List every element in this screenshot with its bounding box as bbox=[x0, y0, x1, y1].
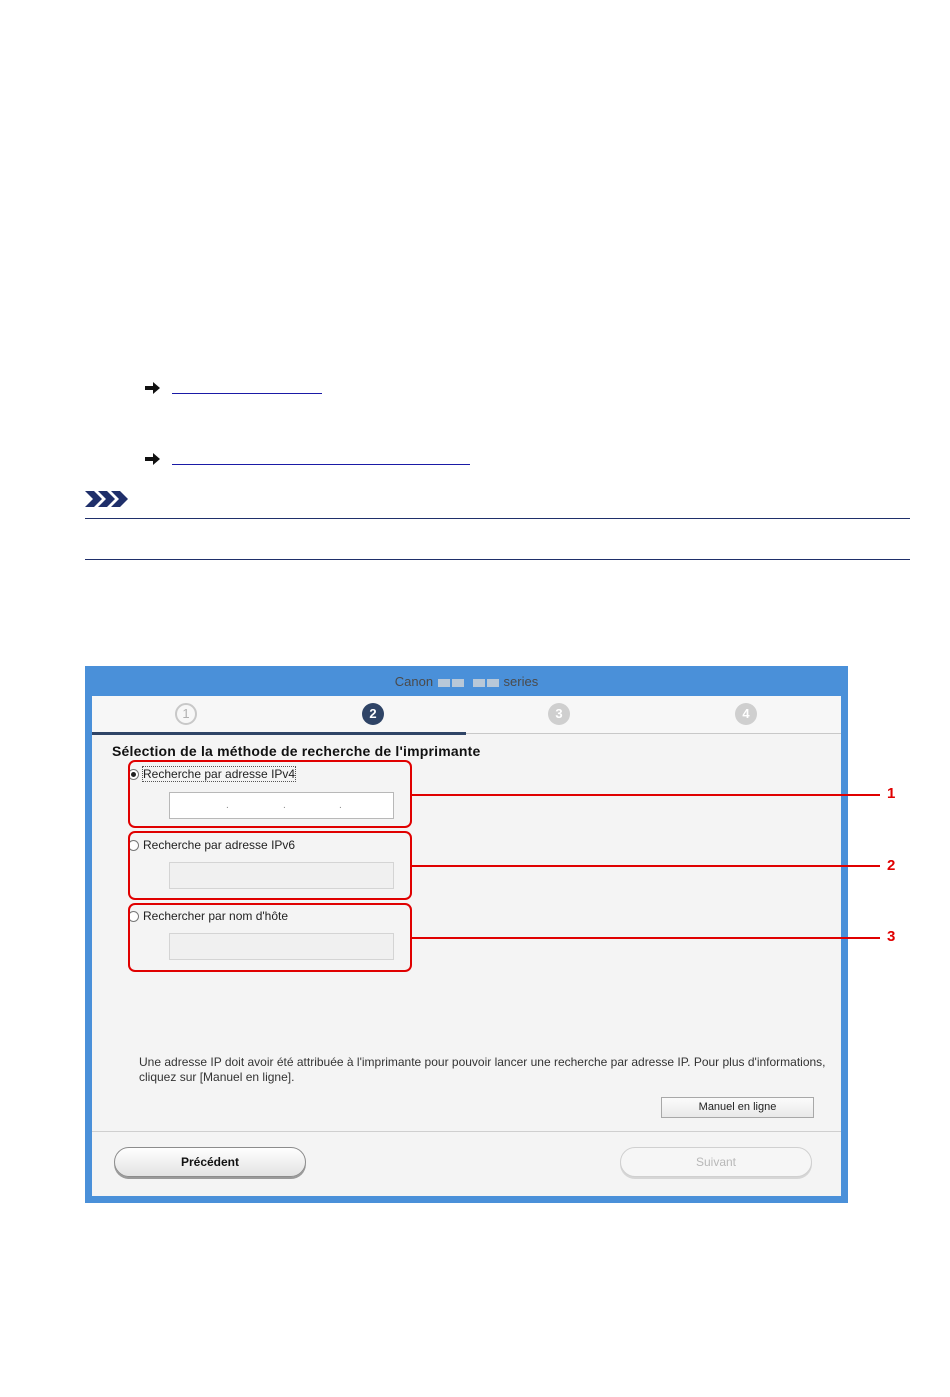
radio-ipv4-label[interactable]: Recherche par adresse IPv4 bbox=[143, 767, 296, 781]
radio-ipv6-label[interactable]: Recherche par adresse IPv6 bbox=[143, 838, 296, 852]
arrow-right-icon bbox=[145, 453, 161, 465]
step-2-number: 2 bbox=[369, 706, 377, 721]
doc-link-row-1[interactable] bbox=[145, 378, 322, 398]
step-1-number: 1 bbox=[182, 706, 190, 721]
next-button-disabled: Suivant bbox=[620, 1147, 812, 1177]
window-title-prefix: Canon bbox=[394, 674, 434, 689]
radio-hostname-label[interactable]: Rechercher par nom d'hôte bbox=[143, 909, 289, 923]
window-title-suffix: series bbox=[503, 674, 539, 689]
callout-number-3: 3 bbox=[887, 928, 896, 945]
step-3-upcoming bbox=[548, 703, 570, 725]
ipv4-address-input[interactable]: . . . bbox=[169, 792, 394, 819]
callout-box-3 bbox=[128, 903, 412, 972]
step-4-upcoming bbox=[735, 703, 757, 725]
callout-line-2 bbox=[412, 865, 880, 867]
info-text: Une adresse IP doit avoir été attribuée à l'imprimante pour pouvoir lancer une recherche par adresse IP. Pour plus d'informations, cliquez sur [Manuel en ligne]. bbox=[139, 1055, 826, 1084]
callout-line-1 bbox=[412, 794, 880, 796]
previous-button[interactable]: Précédent bbox=[114, 1147, 306, 1177]
window-title bbox=[85, 666, 848, 696]
note-box bbox=[85, 518, 910, 560]
doc-link-1[interactable] bbox=[172, 383, 322, 394]
step-4-number: 4 bbox=[742, 706, 750, 721]
footer-divider bbox=[92, 1131, 841, 1132]
step-1-check-icon bbox=[175, 703, 197, 725]
doc-link-row-2[interactable] bbox=[145, 449, 470, 469]
step-3-number: 3 bbox=[555, 706, 563, 721]
arrow-right-icon bbox=[145, 382, 161, 394]
callout-number-1: 1 bbox=[887, 785, 896, 802]
callout-box-2 bbox=[128, 831, 412, 900]
note-chevrons-icon bbox=[85, 490, 131, 508]
step-2-current bbox=[362, 703, 384, 725]
redacted-model-mark bbox=[473, 679, 485, 687]
step-track bbox=[466, 733, 841, 734]
callout-number-2: 2 bbox=[887, 857, 896, 874]
callout-box-1 bbox=[128, 760, 412, 828]
redacted-model-mark bbox=[438, 679, 450, 687]
callout-line-3 bbox=[412, 937, 880, 939]
step-progress-bar bbox=[92, 732, 466, 735]
redacted-model-mark bbox=[487, 679, 499, 687]
doc-link-2[interactable] bbox=[172, 454, 470, 465]
online-manual-button[interactable]: Manuel en ligne bbox=[661, 1097, 814, 1118]
step-indicator bbox=[92, 696, 841, 733]
redacted-model-mark bbox=[452, 679, 464, 687]
page-title: Sélection de la méthode de recherche de l'imprimante bbox=[112, 743, 481, 759]
